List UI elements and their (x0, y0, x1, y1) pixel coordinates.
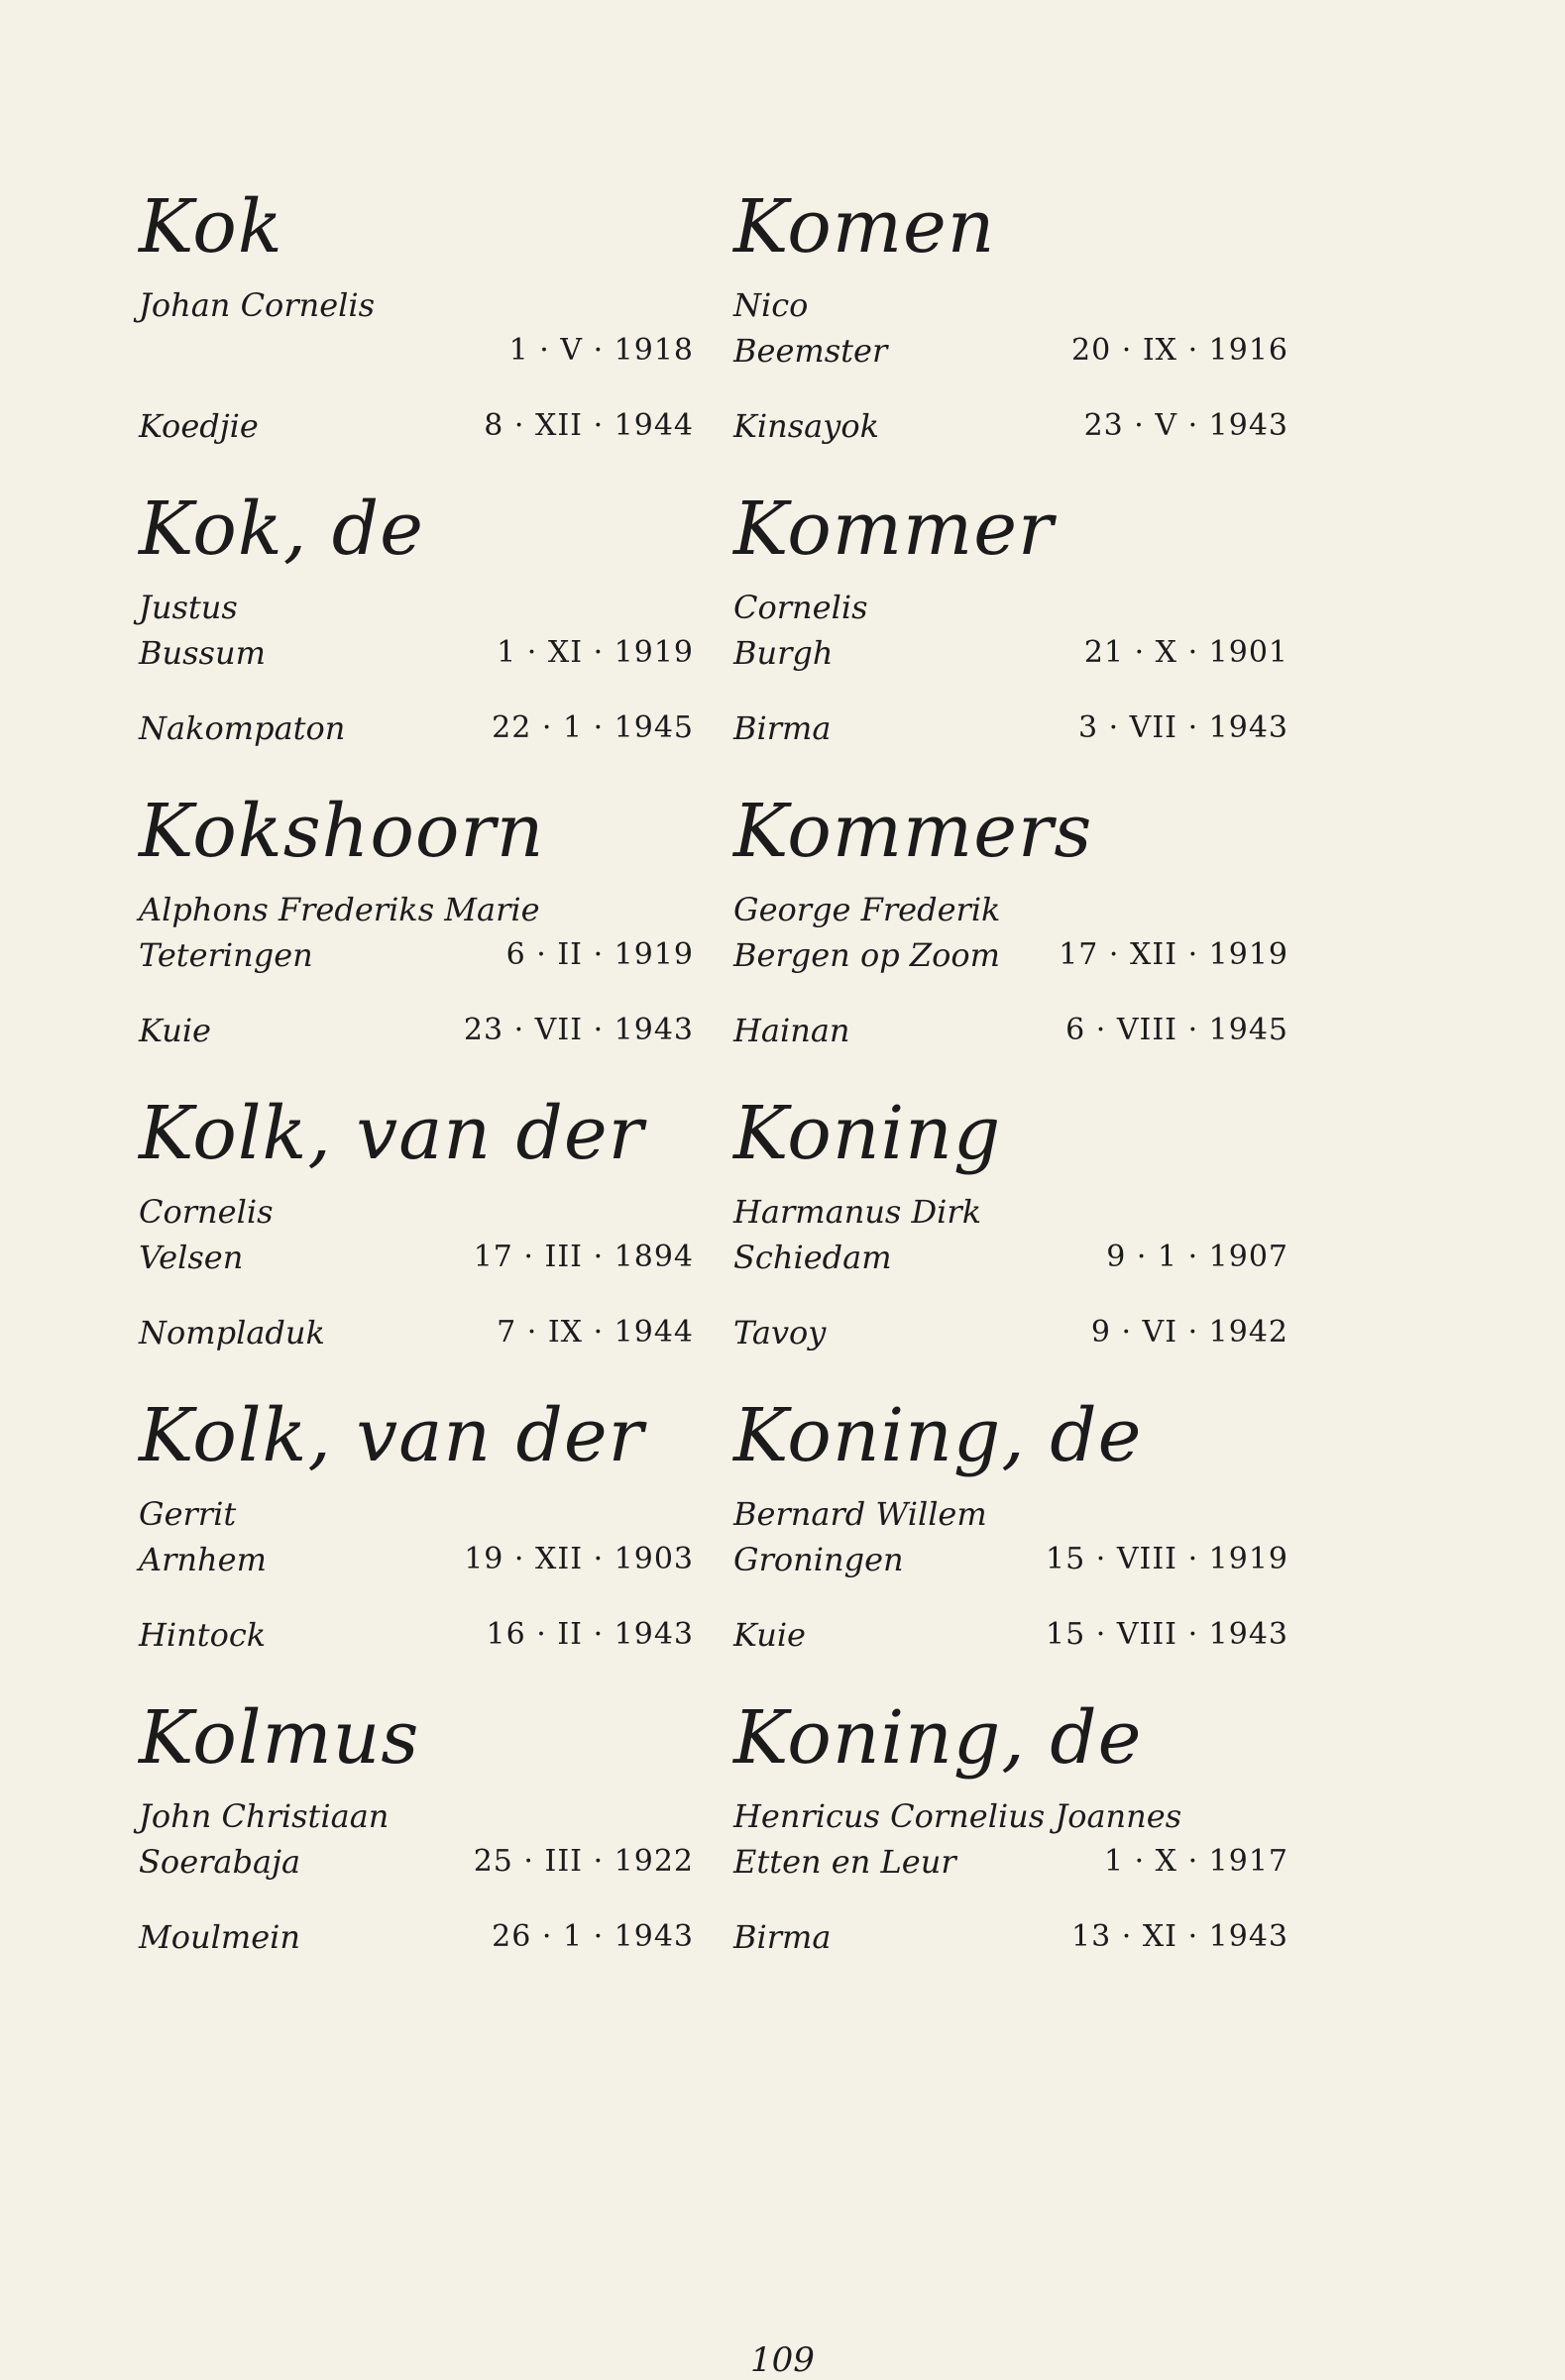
given-names: George Frederik (733, 891, 1001, 928)
surname: Kommers (733, 789, 1093, 874)
birth-place: Teteringen (139, 936, 313, 974)
death-row (733, 1008, 1288, 1053)
birth-date: 1 · XI · 1919 (497, 635, 694, 670)
death-place: Kuie (733, 1616, 806, 1654)
birth-place: Bussum (139, 634, 266, 672)
death-row (733, 1612, 1288, 1658)
birth-row (139, 328, 694, 374)
given-names: Bernard Willem (733, 1495, 987, 1533)
given-names-row (733, 1491, 1288, 1537)
death-place: Kuie (139, 1012, 211, 1049)
death-place: Hainan (733, 1012, 850, 1049)
death-date: 23 · V · 1943 (1083, 408, 1288, 443)
death-row (733, 403, 1288, 449)
birth-row (139, 1839, 694, 1885)
given-names-row (139, 585, 694, 630)
surname: Kolk, van der (139, 1091, 645, 1176)
given-names-row (733, 282, 1288, 328)
given-names-row (139, 1491, 694, 1537)
birth-row (733, 630, 1288, 676)
birth-date: 19 · XII · 1903 (464, 1542, 694, 1576)
death-place: Moulmein (139, 1918, 300, 1956)
given-names-row (733, 1189, 1288, 1235)
entry (139, 1392, 694, 1694)
death-date: 23 · VII · 1943 (463, 1013, 694, 1047)
entry (139, 1090, 694, 1392)
surname: Kommer (733, 487, 1055, 572)
given-names: Harmanus Dirk (733, 1193, 982, 1231)
given-names: John Christiaan (139, 1797, 390, 1835)
birth-place: Bergen op Zoom (733, 936, 1000, 974)
entry (733, 183, 1288, 486)
birth-date: 20 · IX · 1916 (1071, 333, 1288, 368)
death-place: Nakompaton (139, 709, 346, 747)
death-date: 15 · VIII · 1943 (1046, 1617, 1288, 1652)
death-date: 9 · VI · 1942 (1090, 1315, 1288, 1350)
birth-row (139, 630, 694, 676)
birth-row (733, 932, 1288, 978)
entry (139, 788, 694, 1090)
birth-place: Beemster (733, 332, 888, 370)
death-date: 26 · 1 · 1943 (492, 1919, 694, 1954)
birth-place: Groningen (733, 1541, 904, 1578)
entry (733, 1090, 1288, 1392)
death-place: Kinsayok (733, 407, 879, 445)
birth-date: 25 · III · 1922 (473, 1844, 694, 1879)
birth-row (733, 328, 1288, 374)
death-place: Koedjie (139, 407, 259, 445)
given-names-row (733, 887, 1288, 932)
death-date: 13 · XI · 1943 (1071, 1919, 1288, 1954)
death-place: Hintock (139, 1616, 267, 1654)
birth-row (733, 1839, 1288, 1885)
entry (733, 788, 1288, 1090)
birth-date: 15 · VIII · 1919 (1046, 1542, 1288, 1576)
surname: Kolmus (139, 1695, 420, 1781)
surname: Koning (733, 1091, 1002, 1176)
surname: Koning, de (733, 1695, 1143, 1781)
death-row (139, 1310, 694, 1355)
death-row (733, 1914, 1288, 1960)
death-place: Birma (733, 1918, 832, 1956)
given-names: Henricus Cornelius Joannes (733, 1797, 1182, 1835)
entry (733, 1392, 1288, 1694)
left-column (139, 183, 694, 1997)
birth-row (139, 1537, 694, 1582)
entry (139, 183, 694, 486)
death-date: 6 · VIII · 1945 (1065, 1013, 1288, 1047)
entry (139, 486, 694, 788)
birth-row (733, 1537, 1288, 1582)
surname: Kolk, van der (139, 1393, 645, 1478)
death-row (139, 403, 694, 449)
death-date: 8 · XII · 1944 (484, 408, 694, 443)
death-date: 3 · VII · 1943 (1077, 710, 1288, 745)
surname: Komen (733, 184, 996, 270)
surname: Koning, de (733, 1393, 1143, 1478)
death-place: Nompladuk (139, 1314, 325, 1352)
given-names: Nico (733, 286, 809, 324)
death-date: 16 · II · 1943 (486, 1617, 694, 1652)
surname: Kok, de (139, 487, 424, 572)
given-names: Justus (139, 589, 238, 626)
death-date: 22 · 1 · 1945 (492, 710, 694, 745)
given-names-row (139, 1189, 694, 1235)
birth-place: Arnhem (139, 1541, 267, 1578)
death-place: Birma (733, 709, 832, 747)
given-names-row (733, 1793, 1288, 1839)
death-date: 7 · IX · 1944 (497, 1315, 694, 1350)
given-names-row (139, 282, 694, 328)
death-row (733, 705, 1288, 751)
birth-place: Etten en Leur (733, 1843, 956, 1881)
given-names: Alphons Frederiks Marie (139, 891, 540, 928)
birth-date: 17 · XII · 1919 (1059, 937, 1288, 972)
page-number: 109 (750, 2340, 815, 2380)
entry (733, 486, 1288, 788)
given-names: Cornelis (139, 1193, 274, 1231)
birth-date: 17 · III · 1894 (473, 1240, 694, 1274)
birth-date: 6 · II · 1919 (505, 937, 694, 972)
given-names-row (139, 887, 694, 932)
given-names: Gerrit (139, 1495, 237, 1533)
right-column (733, 183, 1288, 1997)
birth-place: Burgh (733, 634, 834, 672)
given-names: Johan Cornelis (139, 286, 376, 324)
birth-date: 1 · V · 1918 (508, 333, 694, 368)
given-names-row (733, 585, 1288, 630)
entry (139, 1694, 694, 1997)
given-names: Cornelis (733, 589, 868, 626)
death-place: Tavoy (733, 1314, 827, 1352)
birth-row (139, 1235, 694, 1280)
death-row (139, 705, 694, 751)
birth-date: 9 · 1 · 1907 (1106, 1240, 1288, 1274)
entry (733, 1694, 1288, 1997)
death-row (733, 1310, 1288, 1355)
birth-date: 1 · X · 1917 (1103, 1844, 1288, 1879)
death-row (139, 1612, 694, 1658)
birth-place: Velsen (139, 1239, 244, 1276)
birth-place: Soerabaja (139, 1843, 301, 1881)
death-row (139, 1914, 694, 1960)
birth-row (139, 932, 694, 978)
birth-date: 21 · X · 1901 (1083, 635, 1288, 670)
surname: Kok (139, 184, 283, 270)
birth-row (733, 1235, 1288, 1280)
birth-place: Schiedam (733, 1239, 892, 1276)
surname: Kokshoorn (139, 789, 545, 874)
death-row (139, 1008, 694, 1053)
given-names-row (139, 1793, 694, 1839)
